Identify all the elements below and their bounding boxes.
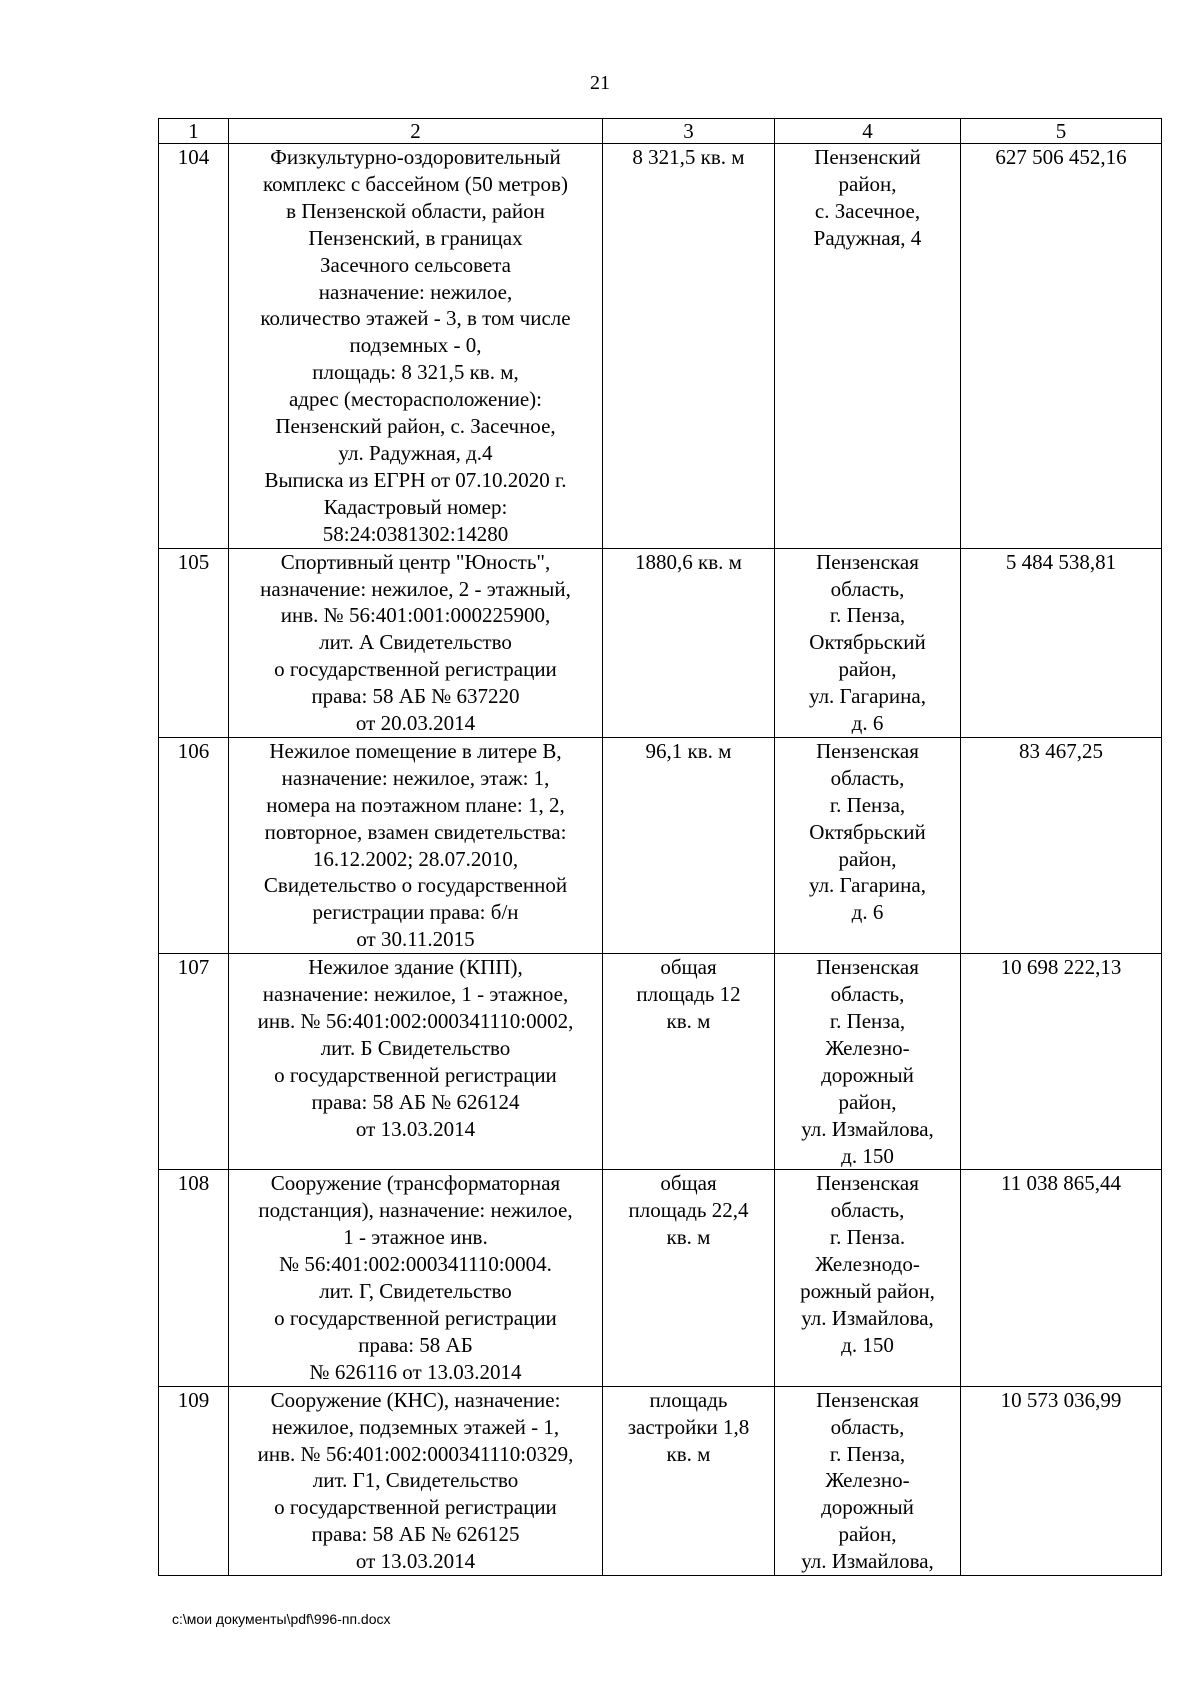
- row-number: 107: [159, 954, 229, 1170]
- table-row: [159, 144, 1162, 549]
- property-value: 5 484 538,81: [961, 548, 1162, 737]
- column-header: 2: [229, 119, 603, 144]
- property-address: Пензенский район, с. Засечное, Радужная, 4: [775, 144, 961, 549]
- page-number: 21: [590, 72, 610, 94]
- table-row: [159, 1386, 1162, 1575]
- property-table: [158, 118, 1162, 1576]
- property-area: 1880,6 кв. м: [603, 548, 775, 737]
- property-description: Спортивный центр "Юность", назначение: нежилое, 2 - этажный, инв. № 56:401:001:000225900, лит. А Свидетельство о государственной регистрации права: 58 АБ № 637220 от 20.03.2014: [229, 548, 603, 737]
- property-description: Сооружение (трансформаторная подстанция), назначение: нежилое, 1 - этажное инв. № 56:401:002:000341110:0004. лит. Г, Свидетельство о государственной регистрации права: 58 АБ № 626116 от 13.03.2014: [229, 1170, 603, 1386]
- row-number: 108: [159, 1170, 229, 1386]
- property-description: Физкультурно-оздоровительный комплекс с бассейном (50 метров) в Пензенской области, район Пензенский, в границах Засечного сельсовета назначение: нежилое, количество этажей - 3, в том числе подземных - 0, площадь: 8 321,5 кв. м, адрес (месторасположение): Пензенский район, с. Засечное, ул. Радужная, д.4 Выписка из ЕГРН от 07.10.2020 г. Кадастровый номер: 58:24:0381302:14280: [229, 144, 603, 549]
- table-row: [159, 737, 1162, 953]
- property-area: 8 321,5 кв. м: [603, 144, 775, 549]
- property-value: 10 698 222,13: [961, 954, 1162, 1170]
- property-area: 96,1 кв. м: [603, 737, 775, 953]
- table-row: [159, 954, 1162, 1170]
- footer-file-path: c:\мои документы\pdf\996-пп.docx: [172, 1611, 391, 1627]
- table-row: [159, 1170, 1162, 1386]
- column-header: 5: [961, 119, 1162, 144]
- property-description: Сооружение (КНС), назначение: нежилое, подземных этажей - 1, инв. № 56:401:002:000341110:0329, лит. Г1, Свидетельство о государственной регистрации права: 58 АБ № 626125 от 13.03.2014: [229, 1386, 603, 1575]
- property-value: 83 467,25: [961, 737, 1162, 953]
- property-area: площадь застройки 1,8 кв. м: [603, 1386, 775, 1575]
- column-header: 1: [159, 119, 229, 144]
- row-number: 109: [159, 1386, 229, 1575]
- property-address: Пензенская область, г. Пенза, Железно- дорожный район, ул. Измайлова, д. 150: [775, 954, 961, 1170]
- row-number: 105: [159, 548, 229, 737]
- property-description: Нежилое здание (КПП), назначение: нежилое, 1 - этажное, инв. № 56:401:002:000341110:0002, лит. Б Свидетельство о государственной регистрации права: 58 АБ № 626124 от 13.03.2014: [229, 954, 603, 1170]
- property-value: 10 573 036,99: [961, 1386, 1162, 1575]
- table-header-row: [159, 119, 1162, 144]
- column-header: 4: [775, 119, 961, 144]
- row-number: 106: [159, 737, 229, 953]
- property-address: Пензенская область, г. Пенза, Октябрьский район, ул. Гагарина, д. 6: [775, 548, 961, 737]
- property-value: 11 038 865,44: [961, 1170, 1162, 1386]
- property-address: Пензенская область, г. Пенза. Железнодо- рожный район, ул. Измайлова, д. 150: [775, 1170, 961, 1386]
- property-value: 627 506 452,16: [961, 144, 1162, 549]
- table-row: [159, 548, 1162, 737]
- column-header: 3: [603, 119, 775, 144]
- row-number: 104: [159, 144, 229, 549]
- property-area: общая площадь 22,4 кв. м: [603, 1170, 775, 1386]
- property-description: Нежилое помещение в литере В, назначение: нежилое, этаж: 1, номера на поэтажном плане: 1, 2, повторное, взамен свидетельства: 16.12.2002; 28.07.2010, Свидетельство о государственной регистрации права: б/н от 30.11.2015: [229, 737, 603, 953]
- property-address: Пензенская область, г. Пенза, Железно- дорожный район, ул. Измайлова,: [775, 1386, 961, 1575]
- property-area: общая площадь 12 кв. м: [603, 954, 775, 1170]
- property-address: Пензенская область, г. Пенза, Октябрьский район, ул. Гагарина, д. 6: [775, 737, 961, 953]
